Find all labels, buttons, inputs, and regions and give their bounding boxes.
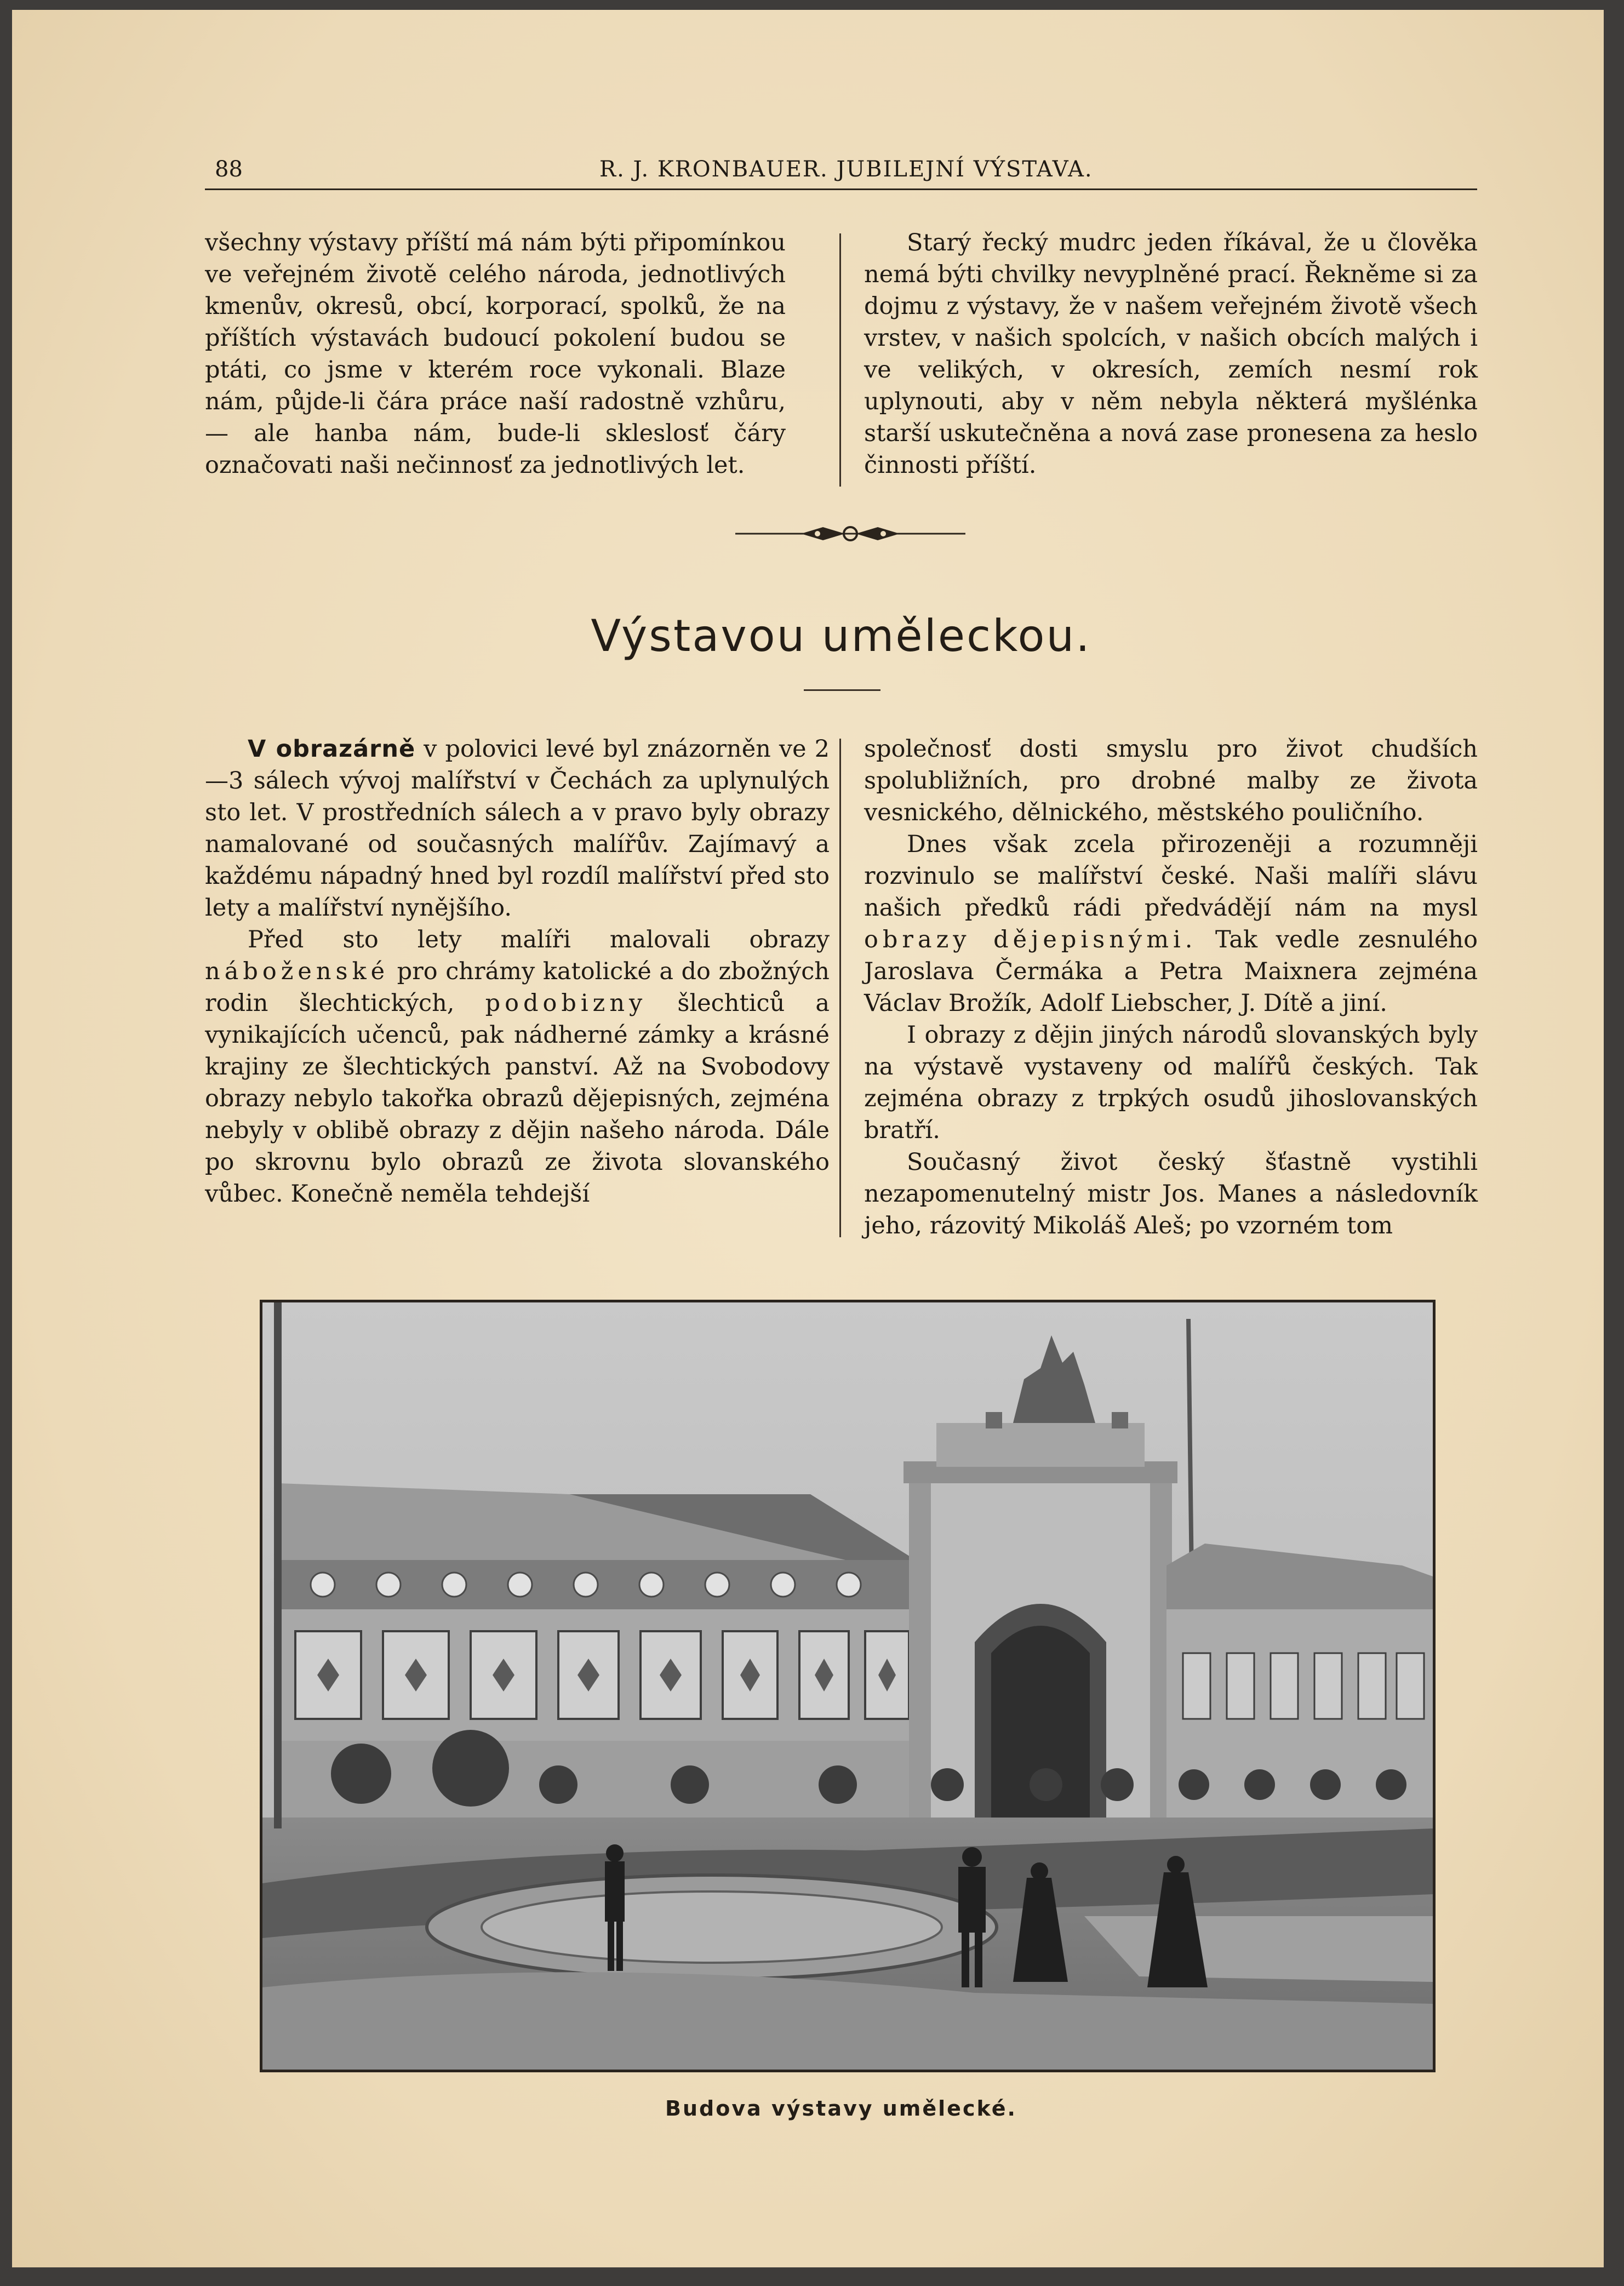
right-paragraph-2 <box>864 828 1478 1019</box>
right-paragraph-2-part-a: Dnes však zcela přirozeněji a rozumněji rozvinulo se malířství české. Naši malíři slávu našich předků rádi předvádějí nám na mysl <box>864 831 1478 922</box>
exhibition-building-photo <box>260 1300 1436 2072</box>
page-number: 88 <box>215 157 243 182</box>
section-title: Výstavou uměleckou. <box>591 610 1091 661</box>
figure-caption: Budova výstavy umělecké. <box>665 2096 1017 2121</box>
left-paragraph-2-part-a: Před sto lety malíři malovali obrazy <box>248 926 830 953</box>
right-paragraph-4: Současný život český šťastně vystihli nezapomenutelný mistr Jos. Manes a následovník jeho, rázovitý Mikoláš Aleš; po vzorném tom <box>864 1148 1478 1239</box>
right-paragraph-2-part-b: Tak vedle zesnulého Jaroslava Čermáka a Petra Maixnera zejména Václav Brožík, Adolf Liebscher, J. Dítě a jiní. <box>864 926 1478 1017</box>
left-paragraph-2-part-c: šlechticů a vynikajících učenců, pak nádherné zámky a krásné krajiny ze šlechtických panství. Až na Svobodovy obrazy nebylo takořka obrazů dějepisných, zejména nebyly v oblibě obrazy z dějin našeho národa. Dále po skrovnu bylo obrazů ze života slovanského vůbec. Konečně neměla tehdejší <box>205 990 830 1208</box>
top-right-column <box>864 227 1478 481</box>
spaced-word-podobizny: podobizny <box>485 990 647 1017</box>
ornament-divider <box>735 523 965 545</box>
right-column <box>864 733 1478 1242</box>
left-paragraph-2 <box>205 924 830 1210</box>
top-left-column <box>205 227 786 481</box>
spaced-word-nabozenske: náboženské <box>205 958 390 985</box>
top-left-paragraph: všechny výstavy příští má nám býti připomínkou ve veřejném životě celého národa, jednotlivých kmenův, okresů, obcí, korporací, spolků, že na příštích výstavách budoucí pokolení budou se ptáti, co jsme v kterém roce vykonali. Blaze nám, půjde-li čára práce naší radostně vzhůru, — ale hanba nám, bude-li skleslosť čáry označovati naši nečinnosť za jednotlivých let. <box>205 229 786 479</box>
right-paragraph-3: I obrazy z dějin jiných národů slovanských byly na výstavě vystaveny od malířů českých. Tak zejména obrazy z trpkých osudů jihoslovanských bratří. <box>864 1021 1478 1144</box>
column-divider-top <box>839 233 841 487</box>
left-column <box>205 733 830 1210</box>
left-paragraph-2-part-b: pro chrámy katolické a do zbožných rodin šlechtických, <box>205 958 830 1017</box>
column-divider-bottom <box>839 739 841 1237</box>
title-underline <box>804 689 880 691</box>
page <box>12 10 1604 2267</box>
top-right-paragraph: Starý řecký mudrc jeden říkával, že u člověka nemá býti chvilky nevyplněné prací. Řekněme si za dojmu z výstavy, že v našem veřejném životě všech vrstev, v našich spolcích, v našich obcích malých i ve velikých, v okresích, zemích nesmí rok uplynouti, aby v něm nebyla některá myšlénka starší uskutečněna a nová zase pronesena za heslo činnosti příští. <box>864 229 1478 479</box>
left-paragraph-1-text: v polovici levé byl znázorněn ve 2—3 sálech vývoj malířství v Čechách za uplynulých sto let. V prostředních sálech a v pravo byly obrazy namalované od současných malířův. Zajímavý a každému nápadný hned byl rozdíl malířství před sto lety a malířství nynějšího. <box>205 735 830 922</box>
lead-phrase: V obrazárně <box>248 735 416 763</box>
building-illustration <box>262 1302 1433 2070</box>
running-head: R. J. KRONBAUER. JUBILEJNÍ VÝSTAVA. <box>599 157 1093 182</box>
spaced-phrase-obrazy: obrazy dějepisnými. <box>864 926 1197 953</box>
right-paragraph-1: společnosť dosti smyslu pro život chudších spolubližních, pro drobné malby ze života vesnického, dělnického, městského pouličního. <box>864 735 1478 826</box>
page-header <box>205 157 1477 190</box>
left-paragraph-1 <box>205 733 830 924</box>
